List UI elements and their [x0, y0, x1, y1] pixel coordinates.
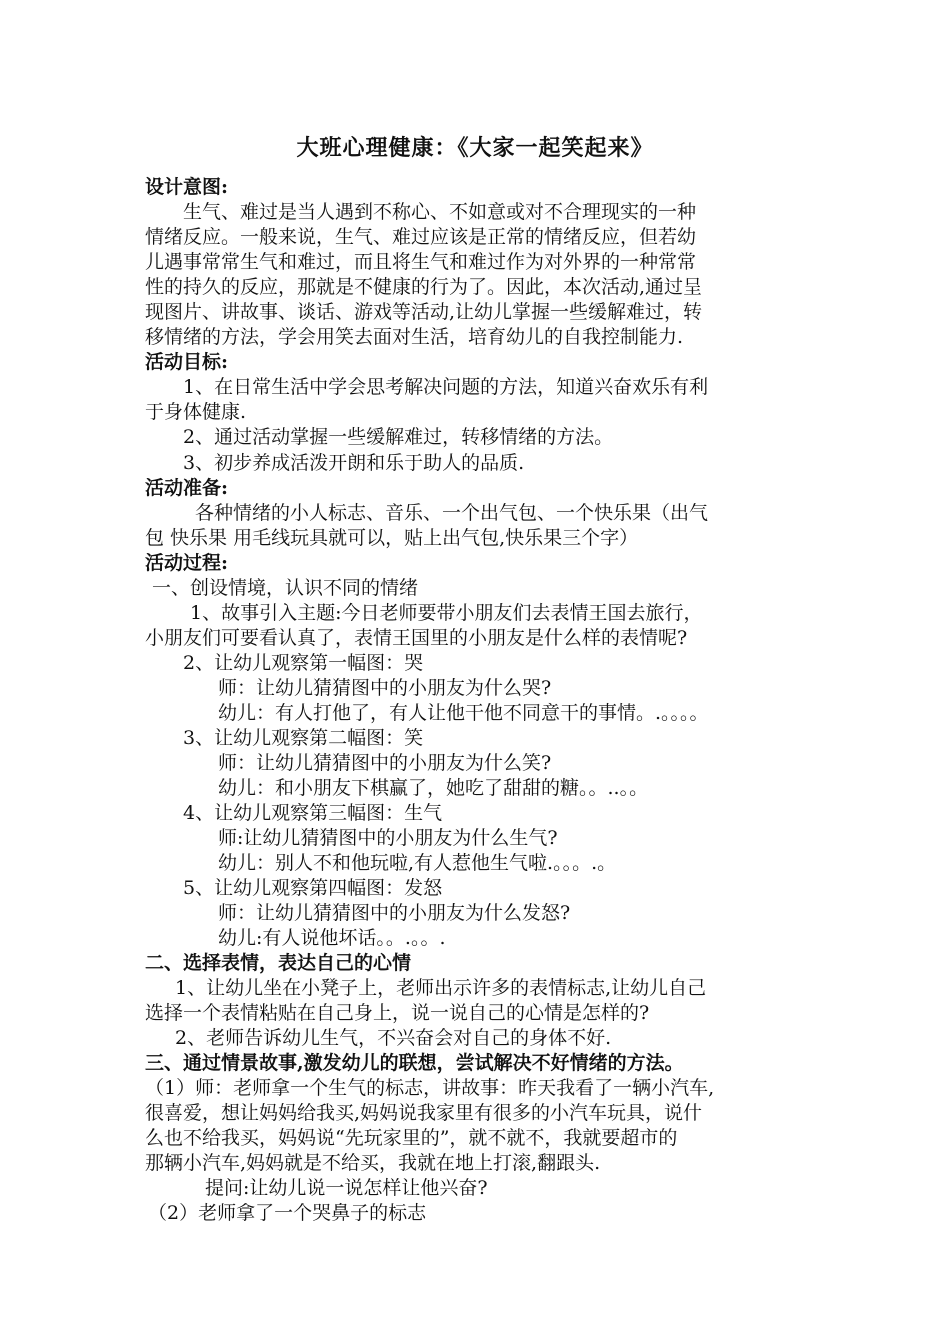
text-line: （1）师：老师拿一个生气的标志，讲故事：昨天我看了一辆小汽车, — [145, 1077, 715, 1099]
text-line: 提问:让幼儿说一说怎样让他兴奋? — [205, 1177, 488, 1199]
text-line: 1、故事引入主题:今日老师要带小朋友们去表情王国去旅行， — [190, 602, 703, 624]
text-line: 生气、难过是当人遇到不称心、不如意或对不合理现实的一种 — [183, 201, 697, 223]
text-line: 3、初步养成活泼开朗和乐于助人的品质. — [183, 452, 525, 474]
text-line: 现图片、讲故事、谈话、游戏等活动,让幼儿掌握一些缓解难过，转 — [145, 301, 703, 323]
text-line: 4、让幼儿观察第三幅图：生气 — [183, 802, 443, 824]
text-line: 1、在日常生活中学会思考解决问题的方法，知道兴奋欢乐有利 — [183, 376, 709, 398]
text-line: 很喜爱，想让妈妈给我买,妈妈说我家里有很多的小汽车玩具，说什 — [145, 1102, 703, 1124]
text-line: （2）老师拿了一个哭鼻子的标志 — [148, 1202, 427, 1224]
text-line: 师:让幼儿猜猜图中的小朋友为什么生气? — [218, 827, 558, 849]
text-line: 性的持久的反应，那就是不健康的行为了。因此，本次活动,通过呈 — [145, 276, 703, 298]
text-line: 于身体健康. — [145, 401, 247, 423]
text-line: 2、让幼儿观察第一幅图：哭 — [183, 652, 424, 674]
section-heading: 活动目标: — [145, 351, 229, 373]
section-heading: 三、通过情景故事,激发幼儿的联想，尝试解决不好情绪的方法。 — [145, 1052, 684, 1074]
text-line: 幼儿:有人说他坏话。。.。。. — [218, 927, 446, 949]
section-heading: 二、选择表情，表达自己的心情 — [145, 952, 412, 974]
text-line: 1、让幼儿坐在小凳子上，老师出示许多的表情标志,让幼儿自己 — [175, 977, 707, 999]
text-line: 情绪反应。一般来说，生气、难过应该是正常的情绪反应，但若幼 — [145, 226, 697, 248]
text-line: 一、创设情境，认识不同的情绪 — [152, 577, 419, 599]
text-line: 那辆小汽车,妈妈就是不给买，我就在地上打滚,翻跟头. — [145, 1152, 601, 1174]
document-title: 大班心理健康：《大家一起笑起来》 — [296, 135, 654, 161]
text-line: 小朋友们可要看认真了，表情王国里的小朋友是什么样的表情呢? — [145, 627, 688, 649]
section-heading: 活动准备: — [145, 477, 229, 499]
text-line: 选择一个表情粘贴在自己身上，说一说自己的心情是怎样的? — [145, 1002, 650, 1024]
text-line: 师：让幼儿猜猜图中的小朋友为什么发怒? — [218, 902, 571, 924]
text-line: 师：让幼儿猜猜图中的小朋友为什么哭? — [218, 677, 552, 699]
text-line: 移情绪的方法，学会用笑去面对生活，培育幼儿的自我控制能力. — [145, 326, 684, 348]
text-line: 幼儿：和小朋友下棋赢了，她吃了甜甜的糖。。..。。 — [218, 777, 649, 799]
text-line: 3、让幼儿观察第二幅图：笑 — [183, 727, 424, 749]
text-line: 幼儿：有人打他了，有人让他干他不同意干的事情。.。。。。 — [218, 702, 709, 724]
text-line: 幼儿：别人不和他玩啦,有人惹他生气啦.。。。.。 — [218, 852, 617, 874]
text-line: 各种情绪的小人标志、音乐、一个出气包、一个快乐果（出气 — [195, 502, 709, 524]
text-line: 么也不给我买，妈妈说“先玩家里的”，就不就不，我就要超市的 — [145, 1127, 678, 1149]
text-line: 包 快乐果 用毛线玩具就可以，贴上出气包,快乐果三个字） — [145, 527, 639, 549]
text-line: 儿遇事常常生气和难过，而且将生气和难过作为对外界的一种常常 — [145, 251, 697, 273]
text-line: 2、通过活动掌握一些缓解难过，转移情绪的方法。 — [183, 426, 614, 448]
text-line: 5、让幼儿观察第四幅图：发怒 — [183, 877, 443, 899]
text-line: 师：让幼儿猜猜图中的小朋友为什么笑? — [218, 752, 552, 774]
text-line: 2、老师告诉幼儿生气，不兴奋会对自己的身体不好. — [175, 1027, 612, 1049]
section-heading: 活动过程: — [145, 552, 229, 574]
section-heading: 设计意图: — [145, 176, 229, 198]
